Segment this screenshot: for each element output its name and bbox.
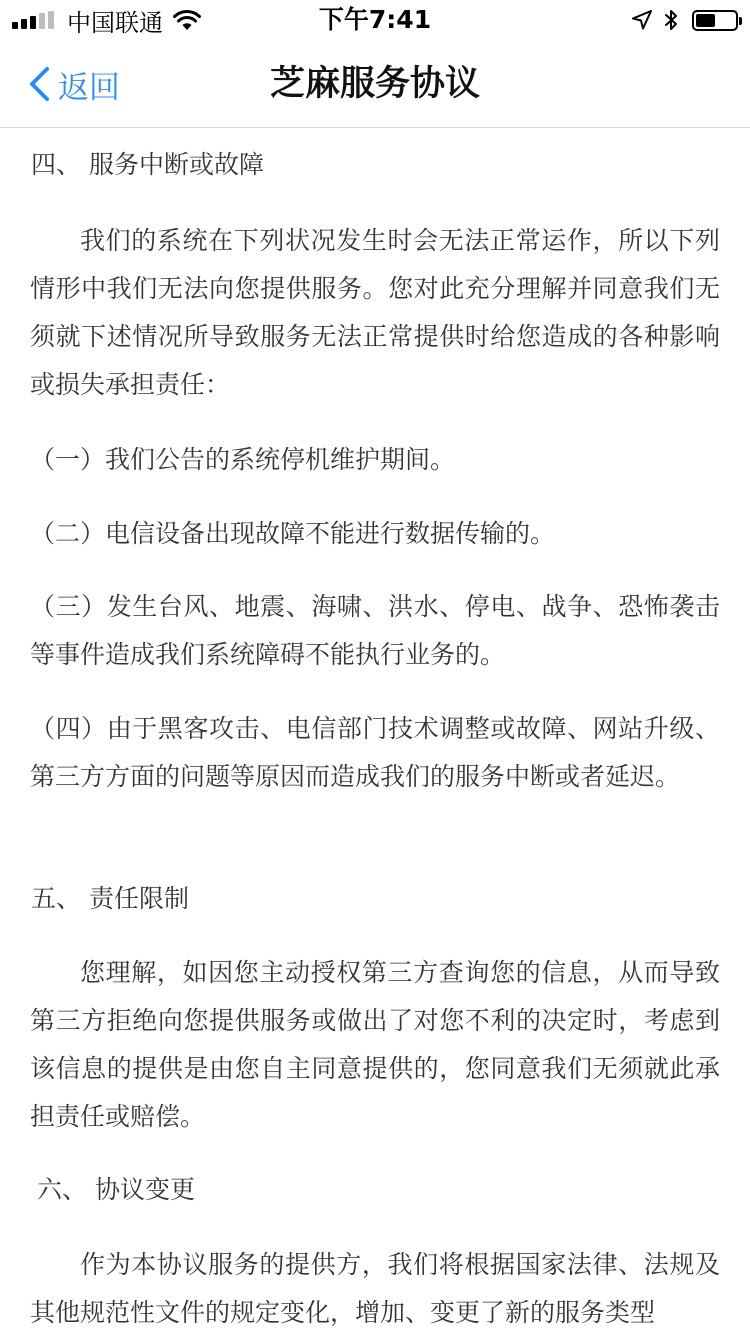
section-heading-agreement-change: 六、 协议变更 <box>37 1175 195 1204</box>
battery-level-fill <box>696 14 715 27</box>
section-heading-service-interruption: 四、 服务中断或故障 <box>31 150 264 179</box>
back-label: 返回 <box>58 69 120 106</box>
clause-item-3: （三）发生台风、地震、海啸、洪水、停电、战争、恐怖袭击等事件造成我们系统障碍不能执行业务的。 <box>30 592 720 669</box>
status-bar-right <box>632 6 738 34</box>
battery-icon <box>692 10 738 31</box>
bluetooth-icon <box>664 9 678 31</box>
location-arrow-icon <box>632 10 652 30</box>
section-intro-paragraph: 我们的系统在下列状况发生时会无法正常运作，所以下列情形中我们无法向您提供服务。您对此充分理解并同意我们无须就下述情况所导致服务无法正常提供时给您造成的各种影响或损失承担责任： <box>30 226 720 399</box>
status-bar <box>0 0 750 40</box>
navigation-bar <box>0 40 750 128</box>
clause-item-2: （二）电信设备出现故障不能进行数据传输的。 <box>30 519 556 548</box>
agreement-content[interactable] <box>0 128 750 1334</box>
clause-item-1: （一）我们公告的系统停机维护期间。 <box>30 445 456 474</box>
section-heading-liability-limit: 五、 责任限制 <box>31 884 189 913</box>
carrier-name: 中国联通 <box>67 8 163 37</box>
agreement-change-paragraph: 作为本协议服务的提供方，我们将根据国家法律、法规及其他规范性文件的规定变化，增加、变更了新的服务类型 <box>30 1250 720 1327</box>
status-bar-time: 下午7:41 <box>318 5 432 34</box>
battery-cap <box>739 17 742 25</box>
liability-paragraph: 您理解，如因您主动授权第三方查询您的信息，从而导致第三方拒绝向您提供服务或做出了对您不利的决定时，考虑到该信息的提供是由您自主同意提供的，您同意我们无须就此承担责任或赔偿。 <box>30 958 720 1131</box>
page-title: 芝麻服务协议 <box>269 64 480 104</box>
clause-item-4: （四）由于黑客攻击、电信部门技术调整或故障、网站升级、第三方方面的问题等原因而造成我们的服务中断或者延迟。 <box>30 714 720 791</box>
